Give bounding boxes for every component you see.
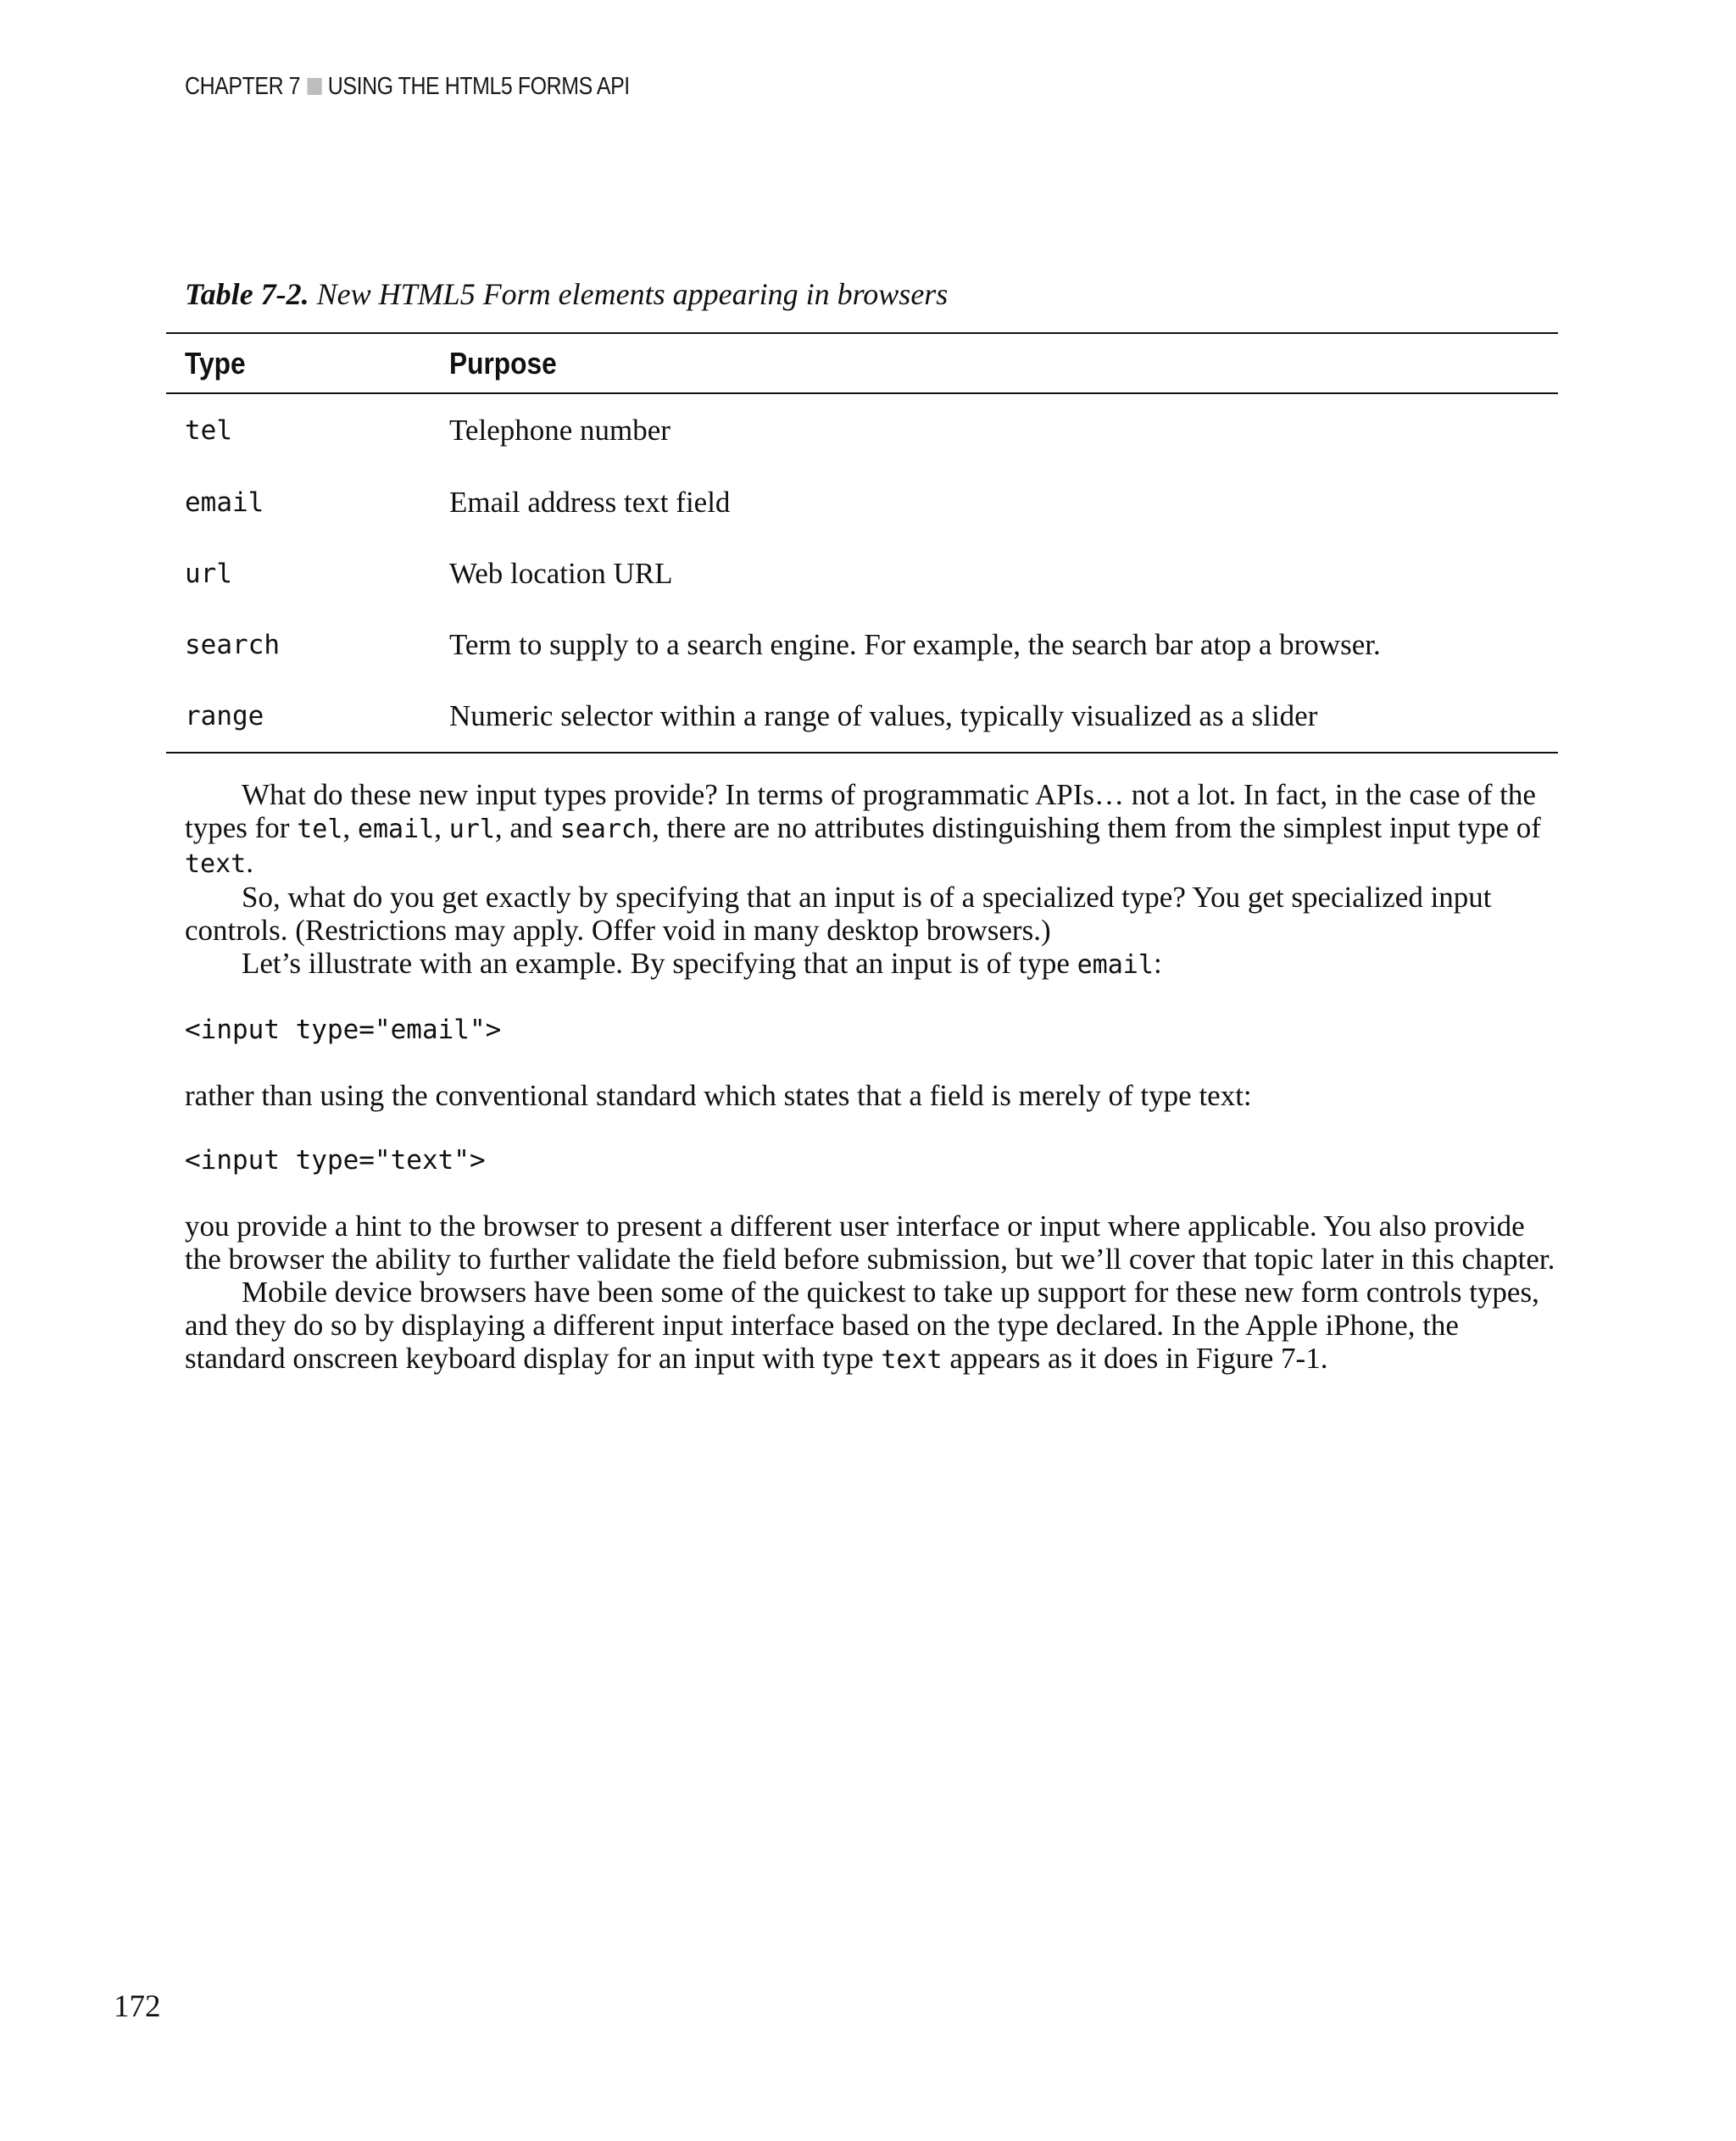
purpose-cell: Numeric selector within a range of values, typically visualized as a slider	[449, 699, 1318, 732]
type-cell: range	[185, 701, 264, 731]
table-header-row	[166, 333, 1558, 393]
form-elements-table	[166, 332, 1558, 754]
inline-code: email	[357, 815, 435, 844]
inline-code: url	[448, 815, 495, 844]
chapter-title: USING THE HTML5 FORMS API	[327, 73, 630, 100]
table-row	[166, 681, 1558, 753]
paragraph: So, what do you get exactly by specifying that an input is of a specialized type? You get specialized input controls. (Restrictions may apply. Offer void in many desktop browsers.)	[185, 881, 1492, 947]
inline-code: text	[185, 849, 247, 879]
table-caption	[185, 276, 948, 312]
column-header-type: Type	[166, 333, 449, 393]
type-cell: search	[185, 630, 280, 660]
body-text	[185, 778, 1560, 1376]
table-caption-number: Table 7-2.	[185, 277, 309, 311]
type-cell: tel	[185, 415, 232, 446]
inline-code: text	[881, 1345, 943, 1375]
running-head	[185, 73, 630, 101]
paragraph: Mobile device browsers have been some of the quickest to take up support for these new form controls types, and they do so by displaying a different input interface based on the type declared. In the Apple iPhone, the standard onscreen keyboard display for an input with type text appears as it does in Figure 7-1.	[185, 1276, 1539, 1375]
purpose-cell: Telephone number	[449, 414, 670, 447]
purpose-cell: Email address text field	[449, 486, 731, 519]
chapter-label: CHAPTER 7	[185, 73, 301, 100]
paragraph: Let’s illustrate with an example. By specifying that an input is of type email:	[242, 947, 1162, 980]
table-row	[166, 467, 1558, 538]
purpose-cell: Term to supply to a search engine. For example, the search bar atop a browser.	[449, 628, 1381, 661]
paragraph: What do these new input types provide? In terms of programmatic APIs… not a lot. In fact, in the case of the types for tel, email, url, and search, there are no attributes distinguishing them from the simplest input type of text.	[185, 778, 1541, 879]
page-number: 172	[114, 1989, 161, 2024]
inline-code: email	[1077, 950, 1154, 980]
paragraph: rather than using the conventional standard which states that a field is merely of type text:	[185, 1079, 1252, 1112]
type-cell: email	[185, 487, 264, 518]
table-row	[166, 393, 1558, 467]
separator-square-icon	[308, 78, 322, 95]
code-block: <input type="email">	[185, 1015, 502, 1045]
table-row	[166, 609, 1558, 681]
table-caption-text: New HTML5 Form elements appearing in browsers	[316, 277, 949, 311]
type-cell: url	[185, 559, 232, 589]
paragraph: you provide a hint to the browser to present a different user interface or input where applicable. You also provide the browser the ability to further validate the field before submission, but we’ll cover that topic later in this chapter.	[185, 1210, 1555, 1276]
column-header-purpose: Purpose	[449, 333, 1558, 393]
purpose-cell: Web location URL	[449, 557, 673, 590]
code-block: <input type="text">	[185, 1145, 486, 1176]
inline-code: tel	[297, 815, 343, 844]
inline-code: search	[559, 815, 653, 844]
table-row	[166, 538, 1558, 609]
